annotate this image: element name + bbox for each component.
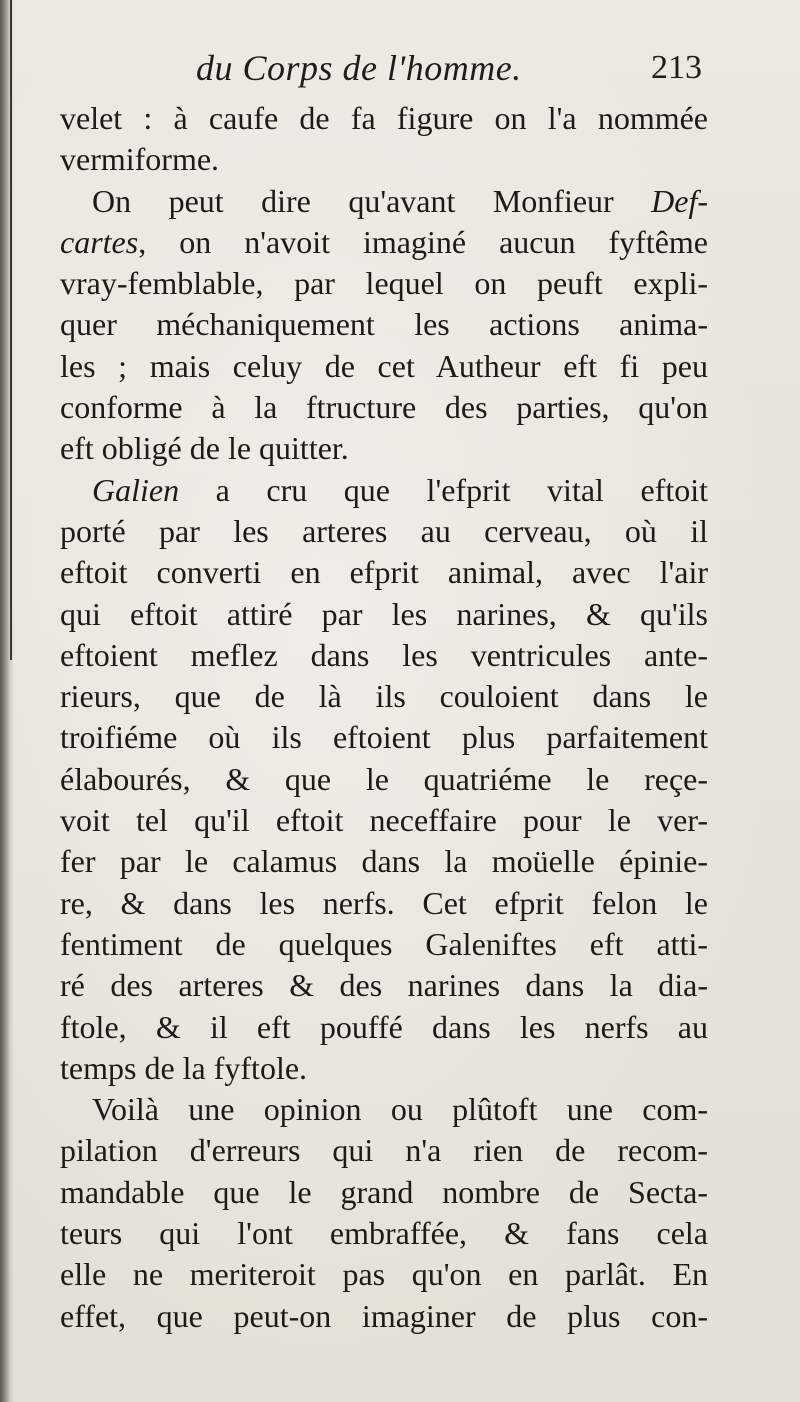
text-line-13: qui eftoit attiré par les narines, & qu'ils — [60, 595, 708, 632]
page-header — [60, 44, 702, 92]
running-head: du Corps de l'homme. — [196, 48, 522, 88]
italic-name-galien: Galien — [92, 471, 180, 508]
text-line-1: velet : à caufe de fa figure on l'a nommée — [60, 100, 708, 136]
text-line-23: ftole, & il eft pouffé dans les nerfs au — [60, 1008, 708, 1045]
text-line-6: quer méchaniquement les actions anima- — [60, 306, 708, 343]
text-line-7: les ; mais celuy de cet Autheur eft fi peu — [60, 347, 708, 384]
text-line-26: pilation d'erreurs qui n'a rien de recom- — [60, 1132, 708, 1169]
text-line-25: Voilà une opinion ou plûtoft une com- — [92, 1091, 708, 1128]
text-line-18: voit tel qu'il eftoit neceffaire pour le ver- — [60, 802, 708, 839]
text-line-17: élabourés, & que le quatriéme le reçe- — [60, 760, 708, 797]
text-line-3: On peut dire qu'avant Monfieur Def- — [92, 182, 708, 219]
text-line-2: vermiforme. — [60, 141, 220, 178]
text-line-20: re, & dans les nerfs. Cet efprit felon le — [60, 884, 708, 921]
text-line-24: temps de la fyftole. — [60, 1049, 308, 1086]
text-line-4: cartes, on n'avoit imaginé aucun fyftême — [60, 223, 708, 260]
text-line-15: rieurs, que de là ils couloient dans le — [60, 678, 708, 715]
text-line-12: eftoit converti en efprit animal, avec l'air — [60, 554, 708, 591]
text-line-10: Galien a cru que l'efprit vital eftoit — [92, 471, 708, 508]
body-text — [60, 98, 708, 1337]
page-number: 213 — [651, 49, 702, 86]
text-line-19: fer par le calamus dans la moüelle épinie- — [60, 843, 708, 880]
text-line-14: eftoient meflez dans les ventricules ante- — [60, 636, 708, 673]
page-binding-line — [10, 0, 12, 660]
text-line-21: fentiment de quelques Galeniftes eft atti- — [60, 925, 708, 962]
text-line-22: ré des arteres & des narines dans la dia- — [60, 967, 708, 1004]
italic-name-descartes-part2: cartes — [60, 223, 139, 260]
text-line-8: conforme à la ftructure des parties, qu'on — [60, 389, 708, 426]
italic-name-descartes-part1: Def- — [651, 182, 708, 219]
text-line-16: troifiéme où ils eftoient plus parfaitement — [60, 719, 708, 756]
text-line-27: mandable que le grand nombre de Secta- — [60, 1173, 708, 1210]
text-line-30: effet, que peut-on imaginer de plus con- — [60, 1297, 708, 1334]
text-line-28: teurs qui l'ont embraffée, & fans cela — [60, 1215, 708, 1252]
text-line-11: porté par les arteres au cerveau, où il — [60, 512, 708, 549]
text-line-9: eft obligé de le quitter. — [60, 430, 349, 467]
text-line-29: elle ne meriteroit pas qu'on en parlât. En — [60, 1256, 708, 1293]
text-line-5: vray-femblable, par lequel on peuft expli- — [60, 265, 708, 302]
